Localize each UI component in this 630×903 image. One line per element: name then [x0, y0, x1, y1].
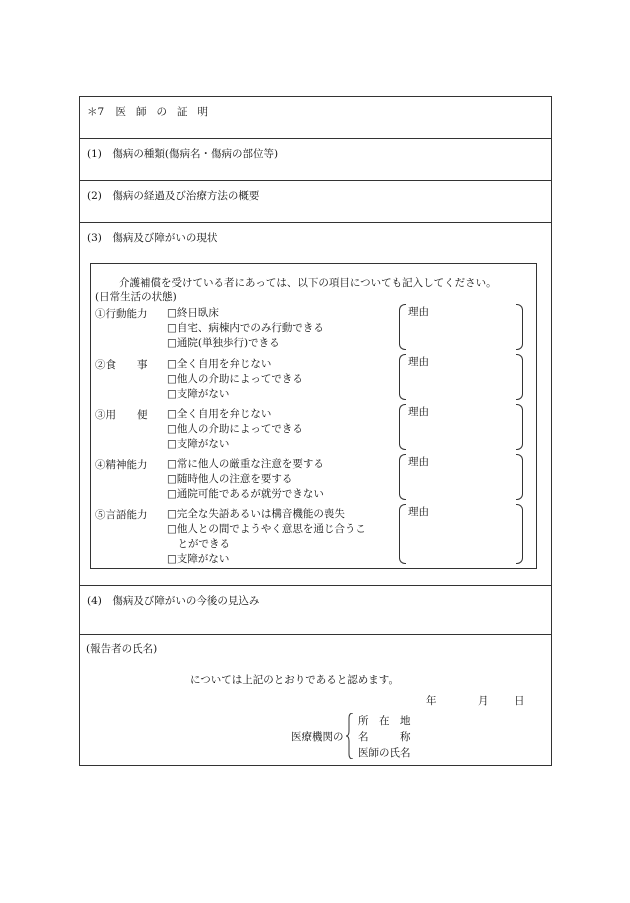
reason-field[interactable]: [399, 304, 523, 350]
option-item[interactable]: □支障がない: [167, 553, 230, 565]
curly-brace: [346, 713, 354, 759]
institution-label: 医療機関の: [291, 731, 344, 743]
care-status-box: [90, 263, 537, 569]
reason-label: 理由: [408, 356, 429, 368]
reporter-statement: については上記のとおりであると認めます。: [190, 674, 399, 686]
left-bracket: [399, 354, 406, 400]
option-item[interactable]: □通院(単独歩行)できる: [167, 337, 280, 349]
institution-name-field[interactable]: 名 称: [358, 731, 411, 743]
doctor-name-field[interactable]: 医師の氏名: [358, 747, 411, 759]
category-label: ①行動能力: [95, 308, 148, 320]
care-heading: 介護補償を受けている者にあっては、以下の項目についても記入してください。: [119, 277, 497, 289]
option-list: [167, 306, 324, 351]
right-bracket: [516, 454, 523, 500]
option-item[interactable]: □通院可能であるが就労できない: [167, 488, 324, 500]
option-list: [167, 407, 303, 452]
section-1-row[interactable]: [80, 139, 551, 181]
option-item[interactable]: □支障がない: [167, 438, 230, 450]
reason-field[interactable]: [399, 354, 523, 400]
left-bracket: [399, 504, 406, 564]
category-label: ⑤言語能力: [95, 509, 148, 521]
option-list: [167, 357, 303, 402]
date-year[interactable]: 年: [426, 695, 437, 707]
option-list: [167, 457, 324, 502]
address-field[interactable]: 所 在 地: [358, 715, 411, 727]
option-item[interactable]: □他人の介助によってできる: [167, 423, 303, 435]
date-day[interactable]: 日: [514, 695, 525, 707]
option-item[interactable]: □随時他人の注意を要する: [167, 473, 293, 485]
section-1-label: (1) 傷病の種類(傷病名・傷病の部位等): [87, 148, 279, 160]
care-subheading: (日常生活の状態): [95, 291, 177, 303]
option-item-continued: とができる: [167, 538, 230, 550]
option-item[interactable]: □他人との間でようやく意思を通じ合うこ: [167, 523, 366, 535]
left-bracket: [399, 304, 406, 350]
option-item[interactable]: □終日臥床: [167, 307, 219, 319]
reason-label: 理由: [408, 456, 429, 468]
section-2-label: (2) 傷病の経過及び治療方法の概要: [87, 190, 260, 202]
option-item[interactable]: □自宅、病棟内でのみ行動できる: [167, 322, 324, 334]
option-item[interactable]: □全く自用を弁じない: [167, 358, 272, 370]
right-bracket: [516, 304, 523, 350]
reason-field[interactable]: [399, 504, 523, 564]
option-item[interactable]: □他人の介助によってできる: [167, 373, 303, 385]
category-label: ③用 便: [95, 409, 148, 421]
right-bracket: [516, 504, 523, 564]
option-item[interactable]: □完全な失語あるいは構音機能の喪失: [167, 508, 345, 520]
section-3-label: (3) 傷病及び障がいの現状: [87, 232, 218, 244]
option-item[interactable]: □常に他人の厳重な注意を要する: [167, 458, 324, 470]
right-bracket: [516, 404, 523, 450]
left-bracket: [399, 454, 406, 500]
reason-label: 理由: [408, 306, 429, 318]
option-item[interactable]: □全く自用を弁じない: [167, 408, 272, 420]
category-label: ④精神能力: [95, 459, 148, 471]
reason-label: 理由: [408, 506, 429, 518]
left-bracket: [399, 404, 406, 450]
title-row: [80, 97, 551, 139]
date-month[interactable]: 月: [478, 695, 489, 707]
reporter-label: (報告者の氏名): [86, 643, 158, 655]
right-bracket: [516, 354, 523, 400]
reason-label: 理由: [408, 406, 429, 418]
reason-field[interactable]: [399, 454, 523, 500]
section-4-label: (4) 傷病及び障がいの今後の見込み: [87, 595, 260, 607]
reason-field[interactable]: [399, 404, 523, 450]
section-4-row[interactable]: [80, 586, 551, 635]
option-item[interactable]: □支障がない: [167, 388, 230, 400]
title-prefix: ＊7: [87, 106, 105, 118]
page-title: 医師の証明: [115, 106, 219, 118]
section-2-row[interactable]: [80, 181, 551, 223]
category-label: ②食 事: [95, 359, 148, 371]
option-list: [167, 507, 366, 567]
